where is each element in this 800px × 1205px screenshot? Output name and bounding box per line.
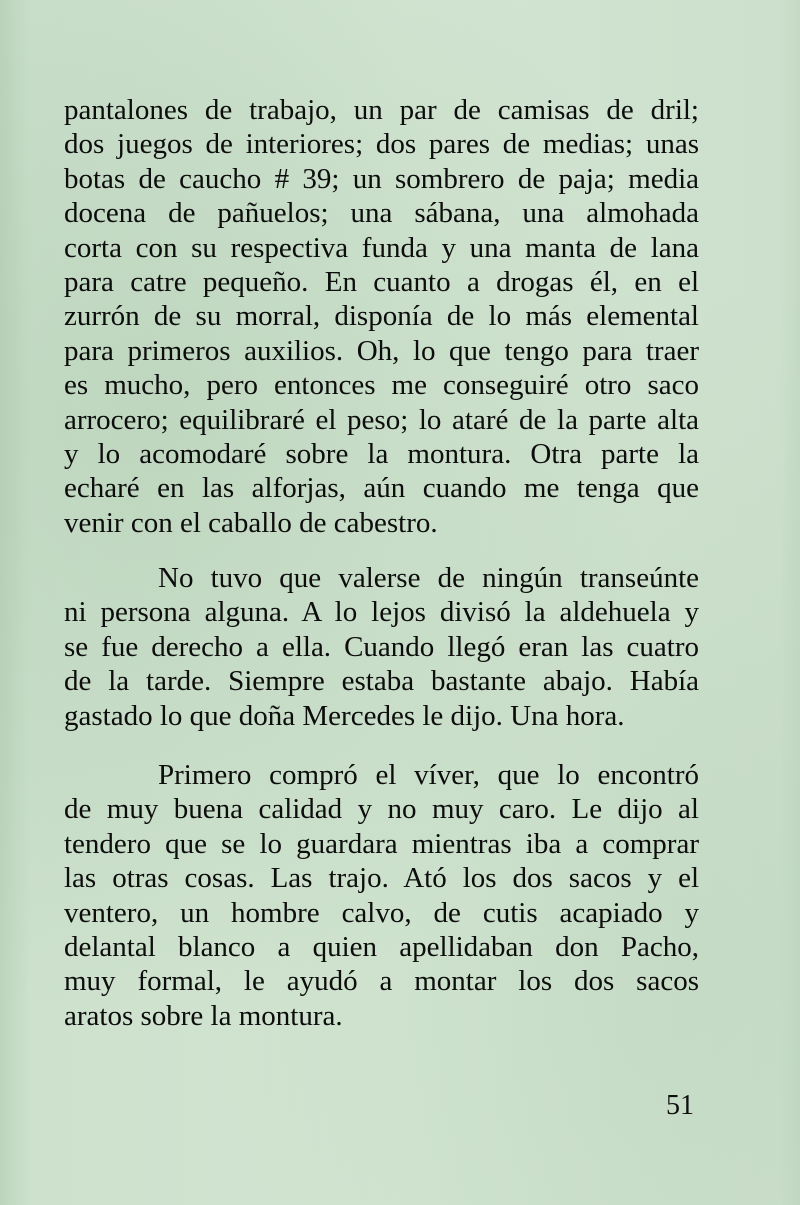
text-line: docena de pañuelos; una sábana, una almohada — [64, 197, 699, 230]
text-line: corta con su respectiva funda y una manta de lana — [64, 231, 699, 264]
text-line: venir con el caballo de cabestro. — [64, 506, 438, 539]
text-line: dos juegos de interiores; dos pares de medias; unas — [64, 128, 699, 161]
text-line: arrocero; equilibraré el peso; lo ataré de la parte alta — [64, 403, 699, 436]
text-line: y lo acomodaré sobre la montura. Otra parte la — [64, 437, 699, 470]
text-line: tendero que se lo guardara mientras iba a comprar — [64, 827, 699, 860]
text-line: echaré en las alforjas, aún cuando me tenga que — [64, 472, 699, 505]
text-line: para catre pequeño. En cuanto a drogas él, en el — [64, 265, 699, 298]
text-line: muy formal, le ayudó a montar los dos sacos — [64, 965, 699, 998]
text-line: delantal blanco a quien apellidaban don Pacho, — [64, 930, 699, 963]
text-line: se fue derecho a ella. Cuando llegó eran las cuatro — [64, 630, 699, 663]
text-line: de muy buena calidad y no muy caro. Le dijo al — [64, 793, 699, 826]
text-line: ventero, un hombre calvo, de cutis acapiado y — [64, 896, 699, 929]
text-line: ni persona alguna. A lo lejos divisó la aldehuela y — [64, 596, 699, 629]
text-line: Primero compró el víver, que lo encontró — [158, 759, 699, 791]
paragraph-3 — [64, 758, 699, 1033]
text-line: de la tarde. Siempre estaba bastante abajo. Había — [64, 665, 699, 698]
text-line: gastado lo que doña Mercedes le dijo. Una hora. — [64, 699, 625, 732]
text-line: No tuvo que valerse de ningún transeúnte — [158, 562, 699, 594]
text-line: botas de caucho # 39; un sombrero de paja; media — [64, 162, 699, 195]
text-line: pantalones de trabajo, un par de camisas de dril; — [64, 94, 699, 126]
text-line: las otras cosas. Las trajo. Ató los dos sacos y el — [64, 862, 699, 895]
paragraph-1 — [64, 93, 699, 540]
text-line: es mucho, pero entonces me conseguiré otro saco — [64, 369, 699, 402]
paragraph-2 — [64, 561, 699, 733]
text-line: zurrón de su morral, disponía de lo más elemental — [64, 300, 699, 333]
text-line: aratos sobre la montura. — [64, 999, 343, 1032]
text-line: para primeros auxilios. Oh, lo que tengo para traer — [64, 334, 699, 367]
page-number: 51 — [666, 1090, 694, 1121]
